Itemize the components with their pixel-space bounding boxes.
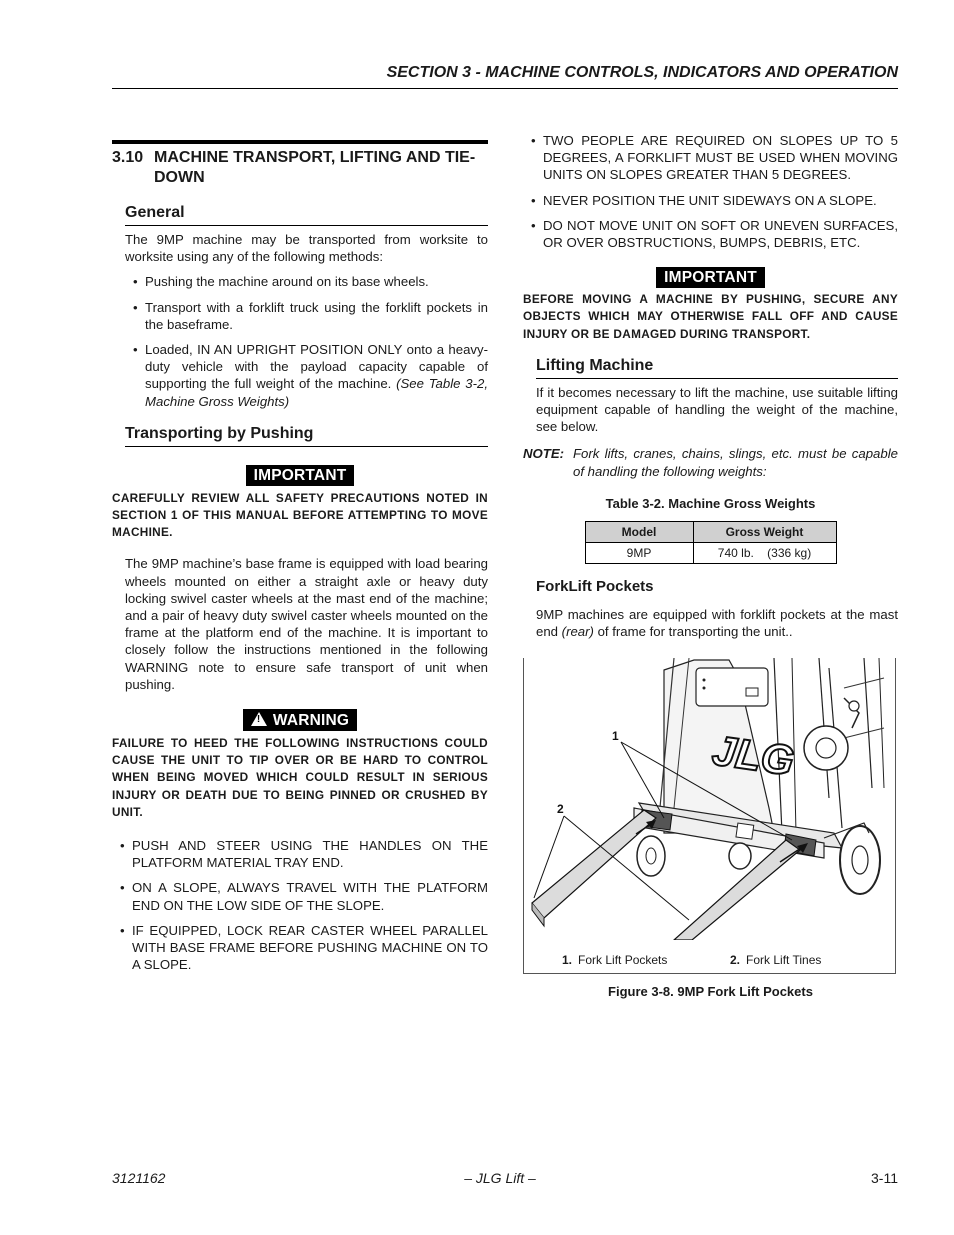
list-item: • Pushing the machine around on its base wheels. [125, 273, 488, 290]
table-cell: 740 lb. (336 kg) [693, 542, 836, 563]
warning-bullets [112, 837, 488, 973]
legend-label: Fork Lift Pockets [578, 953, 668, 968]
weights-table [585, 521, 837, 564]
forklift-body-rear: (rear) [561, 624, 594, 640]
forklift-body-b: of frame for transporting the unit.. [593, 624, 793, 640]
note-label: NOTE: [523, 446, 565, 462]
table-reference: (See Table 3-2, Machine Gross Weights) [145, 376, 488, 409]
legend-item [562, 953, 730, 967]
section-title-text: MACHINE TRANSPORT, LIFTING AND TIE-DOWN [154, 149, 476, 186]
forklift-body [536, 606, 898, 640]
list-item: • DO NOT MOVE UNIT ON SOFT OR UNEVEN SURFACES, OR OVER OBSTRUCTIONS, BUMPS, DEBRIS, ETC. [523, 217, 898, 251]
list-item-text: Loaded, IN AN UPRIGHT POSITION ONLY onto a heavy-duty vehicle with the payload capacity capable of supporting the full weight of the machine. [145, 342, 488, 392]
warning-icon: ! [251, 712, 267, 726]
header-rule [112, 88, 898, 89]
slope-bullets [523, 132, 898, 251]
list-item [125, 341, 488, 410]
right-column [523, 132, 898, 999]
legend-label: Fork Lift Tines [746, 953, 822, 968]
warning-text: FAILURE TO HEED THE FOLLOWING INSTRUCTIONS COULD CAUSE THE UNIT TO TIP OVER OR BE HARD TO CONTROL WHEN BEING MOVED WHICH COULD RESULT IN SERIOUS INJURY OR DEATH DUE TO BEING PINNED OR CRUSHED BY UNIT. [112, 736, 488, 819]
important-text-2: BEFORE MOVING A MACHINE BY PUSHING, SECURE ANY OBJECTS WHICH MAY OTHERWISE FALL OFF AND CAUSE INJURY OR BE DAMAGED DURING TRANSPORT. [523, 292, 898, 341]
footer-page-number: 3-11 [871, 1170, 898, 1186]
table-caption: Table 3-2. Machine Gross Weights [605, 495, 816, 511]
forklift-heading: ForkLift Pockets [536, 577, 654, 595]
column-header: Model [585, 521, 693, 542]
general-heading: General [125, 204, 488, 226]
important-text: CAREFULLY REVIEW ALL SAFETY PRECAUTIONS NOTED IN SECTION 1 OF THIS MANUAL BEFORE ATTEMPTING TO MOVE MACHINE. [112, 490, 488, 540]
pushing-body: The 9MP machine’s base frame is equipped with load bearing wheels mounted on either a straight axle or heavy duty locking swivel caster wheels at the mast end of the machine; and a pair of heavy duty swivel caster wheels mounted on the frame at the platform end of the machine. It is important to closely follow the instructions mentioned in the following WARNING note to ensure safe transport of unit when pushing. [125, 556, 488, 692]
note [523, 445, 898, 479]
figure-caption: Figure 3-8. 9MP Fork Lift Pockets [608, 984, 813, 1000]
forklift-body-a: 9MP machines are equipped with forklift pockets at the mast end [536, 606, 898, 640]
list-item: • PUSH AND STEER USING THE HANDLES ON THE PLATFORM MATERIAL TRAY END. [112, 837, 488, 871]
lifting-body: If it becomes necessary to lift the machine, use suitable lifting equipment capable of handling the weight of the machine, see below. [536, 384, 898, 435]
pushing-heading: Transporting by Pushing [125, 425, 488, 447]
legend-item [730, 953, 821, 967]
footer-center: – JLG Lift – [464, 1170, 536, 1186]
callout-1: 1 [612, 729, 619, 744]
footer-doc-number: 3121162 [112, 1170, 166, 1186]
left-column [112, 140, 488, 982]
table-cell: 9MP [585, 542, 693, 563]
legend-num: 2. [730, 953, 741, 968]
important-banner-2: IMPORTANT [656, 267, 765, 288]
section-header: SECTION 3 - MACHINE CONTROLS, INDICATORS AND OPERATION [386, 64, 898, 81]
table-row [585, 542, 836, 563]
figure-box [523, 658, 896, 974]
important-banner: IMPORTANT [246, 465, 355, 486]
section-number: 3.10 [112, 149, 144, 166]
section-bar [112, 140, 488, 144]
note-text: Fork lifts, cranes, chains, slings, etc. must be capable of handling the following weights: [573, 446, 898, 479]
general-intro: The 9MP machine may be transported from worksite to worksite using any of the following methods: [125, 232, 488, 265]
table-header-row [585, 521, 836, 542]
lifting-heading: Lifting Machine [536, 357, 898, 379]
figure-legend [524, 945, 895, 973]
svg-text:JLG: JLG [709, 726, 797, 785]
warning-banner [243, 709, 357, 731]
list-item: • NEVER POSITION THE UNIT SIDEWAYS ON A SLOPE. [523, 192, 898, 209]
callout-2: 2 [557, 802, 564, 817]
list-item: • ON A SLOPE, ALWAYS TRAVEL WITH THE PLATFORM END ON THE LOW SIDE OF THE SLOPE. [112, 879, 488, 913]
column-header: Gross Weight [693, 521, 836, 542]
list-item: • Transport with a forklift truck using the forklift pockets in the baseframe. [125, 299, 488, 333]
forklift-pockets-illustration [524, 658, 895, 940]
general-bullets [125, 273, 488, 409]
list-item: • IF EQUIPPED, LOCK REAR CASTER WHEEL PARALLEL WITH BASE FRAME BEFORE PUSHING MACHINE ON TO A SLOPE. [112, 922, 488, 974]
legend-num: 1. [562, 953, 573, 968]
section-title [112, 148, 488, 188]
warning-label: WARNING [272, 712, 350, 730]
list-item: • TWO PEOPLE ARE REQUIRED ON SLOPES UP TO 5 DEGREES, A FORKLIFT MUST BE USED WHEN MOVING UNITS ON SLOPES GREATER THAN 5 DEGREES. [523, 132, 898, 184]
